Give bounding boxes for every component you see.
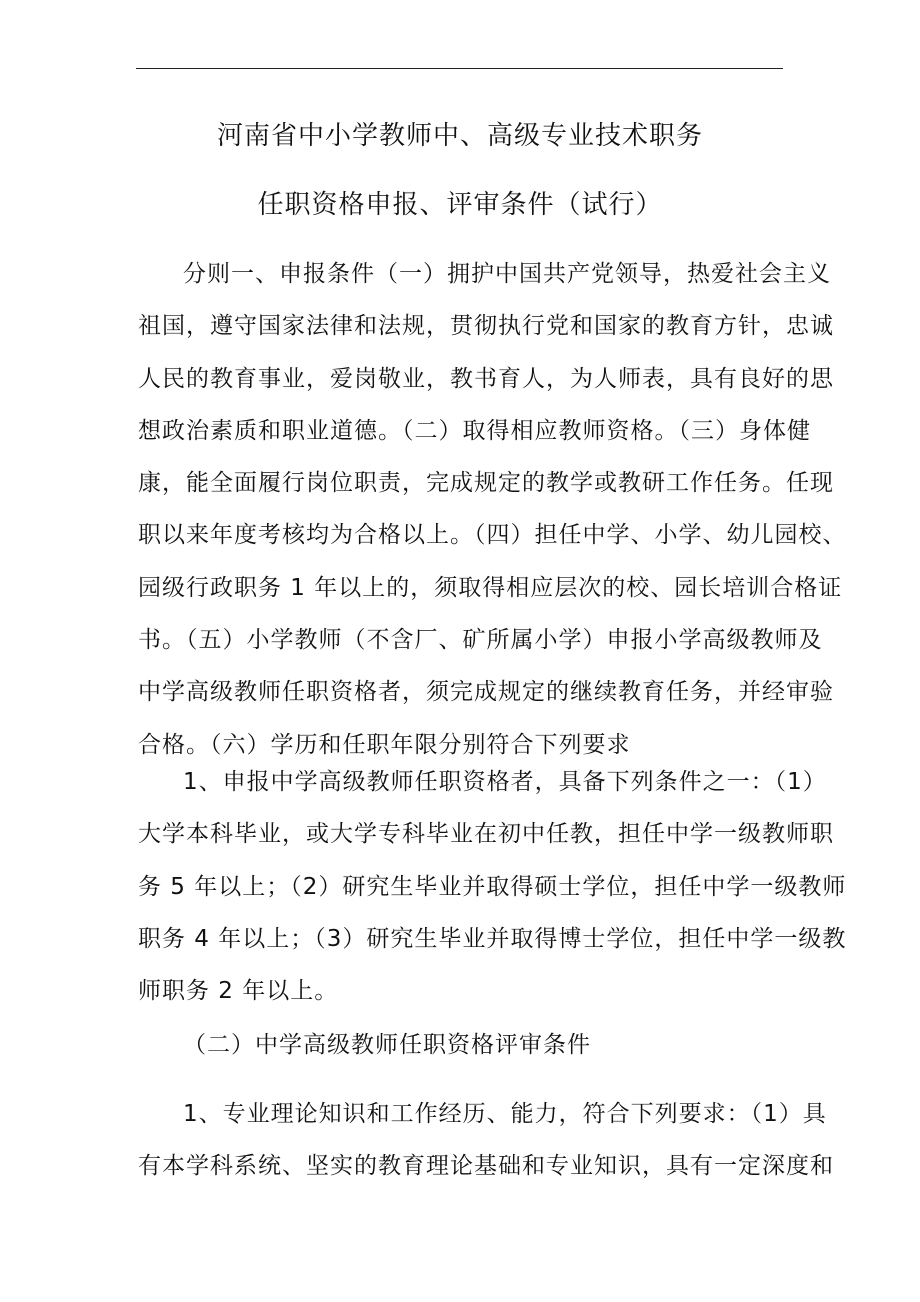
paragraph-line: 中学高级教师任职资格者，须完成规定的继续教育任务，并经审验 bbox=[138, 679, 834, 706]
paragraph-line: 1、申报中学高级教师任职资格者，具备下列条件之一：（1） bbox=[183, 769, 827, 795]
paragraph-line: 康，能全面履行岗位职责，完成规定的教学或教研工作任务。任现 bbox=[138, 470, 834, 497]
section-heading: （二）中学高级教师任职资格评审条件 bbox=[183, 1032, 591, 1058]
paragraph-line: 分则一、申报条件（一）拥护中国共产党领导，热爱社会主义 bbox=[183, 261, 831, 287]
paragraph-line: 师职务 2 年以上。 bbox=[138, 978, 339, 1005]
paragraph-line: 职以来年度考核均为合格以上。（四）担任中学、小学、幼儿园校、 bbox=[138, 522, 847, 549]
paragraph-line: 书。（五）小学教师（不含厂、矿所属小学）申报小学高级教师及 bbox=[138, 627, 823, 654]
paragraph-line: 想政治素质和职业道德。（二）取得相应教师资格。（三）身体健 bbox=[138, 417, 811, 444]
paragraph-line: 祖国，遵守国家法律和法规，贯彻执行党和国家的教育方针，忠诚 bbox=[138, 313, 834, 340]
document-title-line-1: 河南省中小学教师中、高级专业技术职务 bbox=[216, 121, 703, 151]
paragraph-line: 人民的教育事业，爱岗敬业，教书育人，为人师表，具有良好的思 bbox=[138, 365, 834, 392]
paragraph-line: 合格。（六）学历和任职年限分别符合下列要求 bbox=[138, 731, 631, 758]
paragraph-line: 职务 4 年以上；（3）研究生毕业并取得博士学位，担任中学一级教 bbox=[138, 925, 847, 952]
paragraph-line: 务 5 年以上；（2）研究生毕业并取得硕士学位，担任中学一级教师 bbox=[138, 873, 847, 900]
document-title-line-2: 任职资格申报、评审条件（试行） bbox=[257, 190, 663, 220]
paragraph-line: 大学本科毕业，或大学专科毕业在初中任教，担任中学一级教师职 bbox=[138, 821, 834, 848]
paragraph-senior-teacher-requirements bbox=[138, 766, 847, 1027]
paragraph-line: 园级行政职务 1 年以上的，须取得相应层次的校、园长培训合格证 bbox=[138, 574, 843, 601]
paragraph-application-conditions bbox=[138, 258, 847, 781]
header-rule bbox=[136, 68, 783, 69]
paragraph-review-conditions bbox=[138, 1098, 834, 1203]
paragraph-line: 有本学科系统、坚实的教育理论基础和专业知识，具有一定深度和 bbox=[138, 1153, 834, 1180]
paragraph-line: 1、专业理论知识和工作经历、能力，符合下列要求：（1）具 bbox=[183, 1101, 827, 1127]
